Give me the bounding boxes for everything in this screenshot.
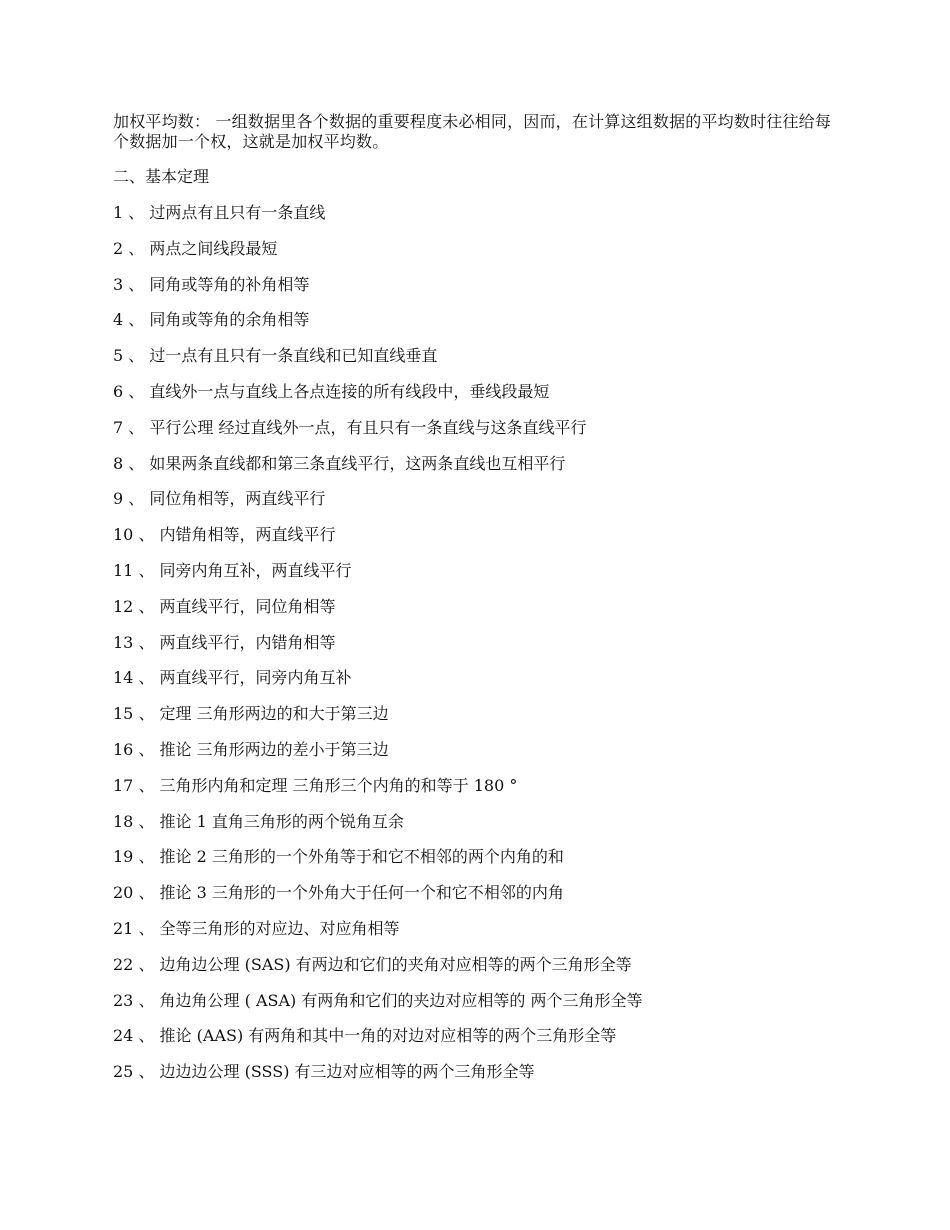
theorem-separator: 、 xyxy=(133,811,155,831)
theorem-text: 两直线平行，内错角相等 xyxy=(159,632,336,652)
theorem-separator: 、 xyxy=(133,954,155,974)
theorem-item xyxy=(113,739,838,775)
theorem-number: 19 xyxy=(113,847,134,867)
theorem-item xyxy=(113,703,838,739)
theorem-item xyxy=(113,524,838,560)
theorem-separator: 、 xyxy=(123,453,145,473)
theorem-list xyxy=(113,202,838,1097)
theorem-separator: 、 xyxy=(123,274,145,294)
theorem-text: 内错角相等，两直线平行 xyxy=(159,525,336,545)
theorem-item xyxy=(113,417,838,453)
theorem-separator: 、 xyxy=(133,847,155,867)
theorem-text: 推论 2 三角形的一个外角等于和它不相邻的两个内角的和 xyxy=(159,847,564,867)
theorem-number: 4 xyxy=(113,310,124,330)
theorem-text: 过两点有且只有一条直线 xyxy=(149,203,326,222)
theorem-text: 推论 1 直角三角形的两个锐角互余 xyxy=(159,811,404,831)
theorem-separator: 、 xyxy=(123,489,145,509)
theorem-separator: 、 xyxy=(133,883,155,903)
theorem-text: 推论 (AAS) 有两角和其中一角的对边对应相等的两个三角形全等 xyxy=(159,1026,617,1046)
theorem-text: 同旁内角互补，两直线平行 xyxy=(159,560,352,580)
theorem-separator: 、 xyxy=(123,310,145,330)
theorem-item xyxy=(113,846,838,882)
theorem-separator: 、 xyxy=(133,918,155,938)
theorem-item xyxy=(113,309,838,345)
theorem-item xyxy=(113,488,838,524)
theorem-item xyxy=(113,918,838,954)
theorem-number: 7 xyxy=(113,417,124,437)
theorem-number: 13 xyxy=(113,632,134,652)
theorem-separator: 、 xyxy=(133,704,155,724)
theorem-item xyxy=(113,882,838,918)
theorem-text: 平行公理 经过直线外一点，有且只有一条直线与这条直线平行 xyxy=(149,417,587,437)
theorem-text: 同位角相等，两直线平行 xyxy=(149,489,326,509)
theorem-separator: 、 xyxy=(133,1026,155,1046)
theorem-separator: 、 xyxy=(123,346,145,366)
theorem-text: 如果两条直线都和第三条直线平行，这两条直线也互相平行 xyxy=(149,453,566,473)
theorem-number: 17 xyxy=(113,775,134,795)
theorem-number: 6 xyxy=(113,381,124,401)
theorem-item xyxy=(113,596,838,632)
theorem-item xyxy=(113,667,838,703)
theorem-text: 边边边公理 (SSS) 有三边对应相等的两个三角形全等 xyxy=(159,1062,535,1082)
theorem-separator: 、 xyxy=(133,775,155,795)
theorem-text: 定理 三角形两边的和大于第三边 xyxy=(159,704,389,724)
theorem-separator: 、 xyxy=(123,203,145,222)
theorem-item xyxy=(113,1061,838,1097)
theorem-text: 全等三角形的对应边、对应角相等 xyxy=(159,918,400,938)
theorem-text: 三角形内角和定理 三角形三个内角的和等于 180 ° xyxy=(159,775,518,795)
theorem-item xyxy=(113,1025,838,1061)
theorem-item xyxy=(113,345,838,381)
theorem-number: 12 xyxy=(113,596,134,616)
theorem-number: 2 xyxy=(113,238,124,258)
theorem-number: 21 xyxy=(113,918,134,938)
theorem-number: 18 xyxy=(113,811,134,831)
theorem-number: 24 xyxy=(113,1026,134,1046)
theorem-text: 推论 三角形两边的差小于第三边 xyxy=(159,739,389,759)
theorem-number: 1 xyxy=(113,203,124,222)
theorem-number: 5 xyxy=(113,346,124,366)
theorem-item xyxy=(113,632,838,668)
theorem-separator: 、 xyxy=(133,990,155,1010)
theorem-text: 同角或等角的补角相等 xyxy=(149,274,310,294)
theorem-number: 15 xyxy=(113,704,134,724)
theorem-text: 两直线平行，同位角相等 xyxy=(159,596,336,616)
theorem-number: 22 xyxy=(113,954,134,974)
theorem-number: 3 xyxy=(113,274,124,294)
theorem-item xyxy=(113,381,838,417)
theorem-text: 同角或等角的余角相等 xyxy=(149,310,310,330)
theorem-number: 23 xyxy=(113,990,134,1010)
theorem-number: 9 xyxy=(113,489,124,509)
theorem-item xyxy=(113,811,838,847)
theorem-separator: 、 xyxy=(133,739,155,759)
theorem-number: 25 xyxy=(113,1062,134,1082)
theorem-separator: 、 xyxy=(133,1062,155,1082)
theorem-item xyxy=(113,238,838,274)
theorem-number: 14 xyxy=(113,668,134,688)
theorem-separator: 、 xyxy=(133,596,155,616)
theorem-text: 边角边公理 (SAS) 有两边和它们的夹角对应相等的两个三角形全等 xyxy=(159,954,632,974)
theorem-item xyxy=(113,560,838,596)
theorem-item xyxy=(113,990,838,1026)
theorem-text: 角边角公理 ( ASA) 有两角和它们的夹边对应相等的 两个三角形全等 xyxy=(159,990,643,1010)
theorem-item xyxy=(113,202,838,238)
theorem-number: 16 xyxy=(113,739,134,759)
theorem-separator: 、 xyxy=(133,668,155,688)
theorem-item xyxy=(113,775,838,811)
theorem-separator: 、 xyxy=(123,381,145,401)
theorem-text: 直线外一点与直线上各点连接的所有线段中，垂线段最短 xyxy=(149,381,550,401)
section-heading: 二、基本定理 xyxy=(113,167,210,186)
theorem-separator: 、 xyxy=(133,525,155,545)
theorem-separator: 、 xyxy=(133,632,155,652)
theorem-text: 两直线平行，同旁内角互补 xyxy=(159,668,352,688)
theorem-text: 两点之间线段最短 xyxy=(149,238,278,258)
theorem-item xyxy=(113,274,838,310)
theorem-number: 11 xyxy=(113,560,134,580)
theorem-number: 20 xyxy=(113,883,134,903)
theorem-item xyxy=(113,954,838,990)
theorem-number: 8 xyxy=(113,453,124,473)
theorem-text: 过一点有且只有一条直线和已知直线垂直 xyxy=(149,346,438,366)
intro-paragraph: 加权平均数： 一组数据里各个数据的重要程度未必相同，因而，在计算这组数据的平均数时往往给每个数据加一个权，这就是加权平均数。 xyxy=(113,112,832,151)
theorem-separator: 、 xyxy=(133,560,155,580)
theorem-separator: 、 xyxy=(123,238,145,258)
theorem-text: 推论 3 三角形的一个外角大于任何一个和它不相邻的内角 xyxy=(159,883,564,903)
theorem-item xyxy=(113,453,838,489)
theorem-separator: 、 xyxy=(123,417,145,437)
theorem-number: 10 xyxy=(113,525,134,545)
